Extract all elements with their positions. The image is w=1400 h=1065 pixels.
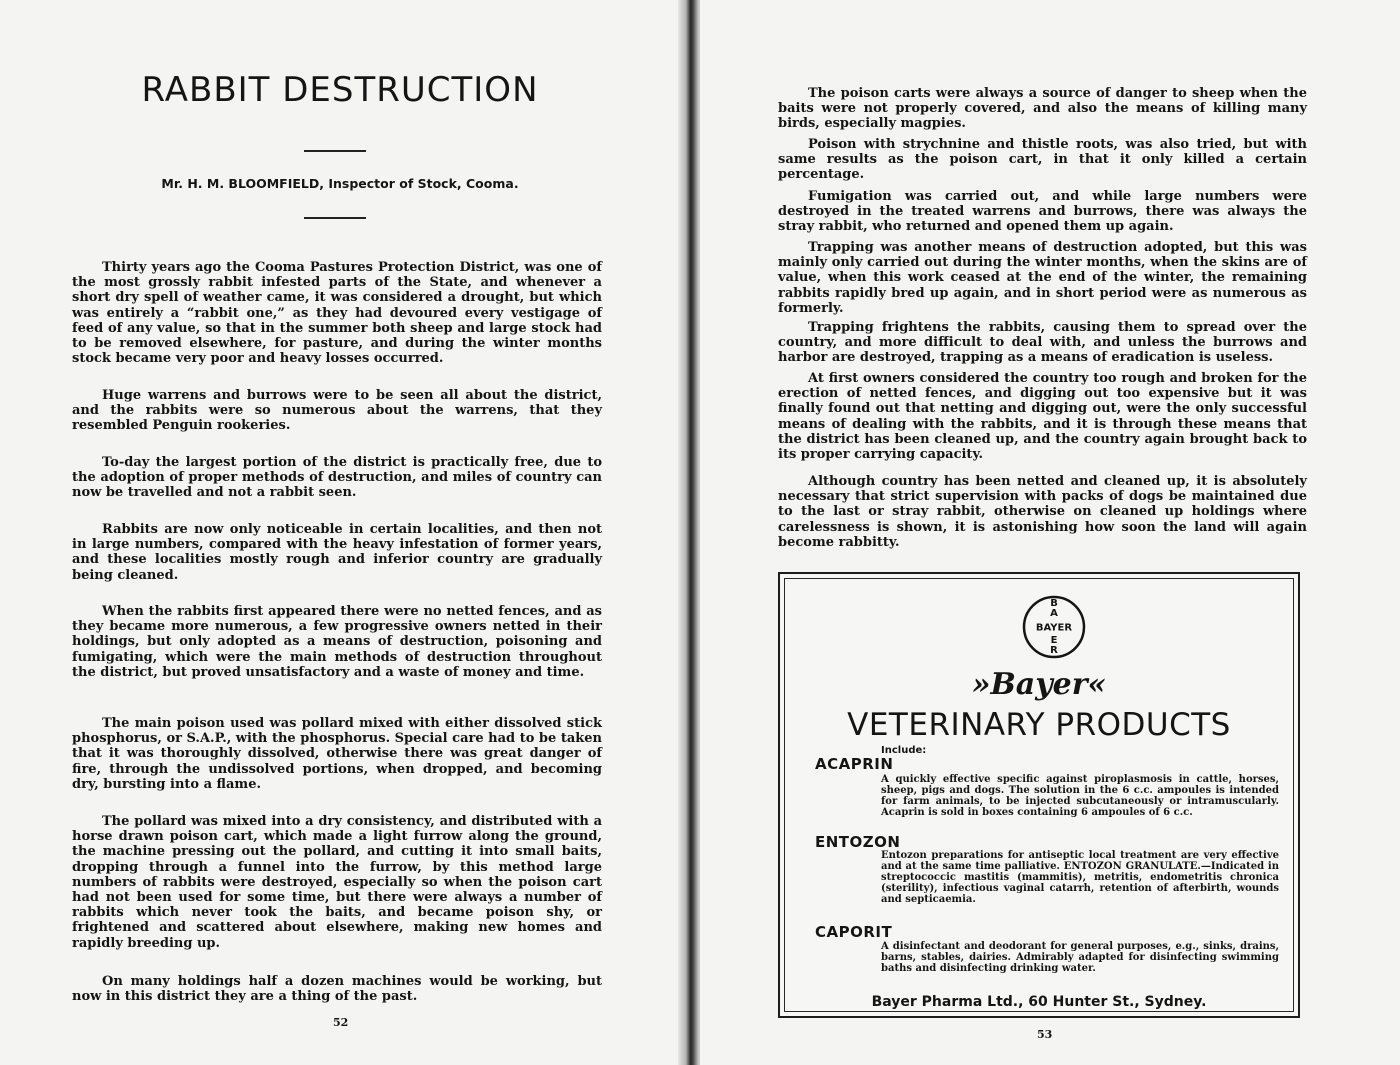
bayer-advertisement — [778, 572, 1300, 1018]
author-divider — [304, 217, 366, 219]
bayer-cross-logo-icon — [1022, 595, 1086, 659]
paragraph: The pollard was mixed into a dry consistency, and distributed with a horse drawn poison cart, which made a light furrow along the ground, the machine pressing out the pollard, and cutting it into small baits, dropping through a funnel into the furrow, by this method large numbers of rabbits were destroyed, especially so when the poison cart had not been used for some time, but there were always a number of rabbits which never took the baits, and became poison shy, or frightened and scattered about elsewhere, making new homes and rapidly breeding up. — [72, 814, 602, 951]
paragraph: The main poison used was pollard mixed with either dissolved stick phosphorus, or S.A.P., with the phosphorus. Special care had to be taken that it was thoroughly dissolved, otherwise there was great danger of fire, through the undissolved portions, when dropped, and becoming dry, bursting into a flame. — [72, 716, 602, 792]
product-desc-caporit: A disinfectant and deodorant for general purposes, e.g., sinks, drains, barns, stables, dairies. Admirably adapted for disinfecting swimming baths and disinfecting drinking water. — [881, 941, 1279, 974]
bayer-wordmark: »Bayer« — [971, 667, 1107, 702]
paragraph: Thirty years ago the Cooma Pastures Protection District, was one of the most grossly rabbit infested parts of the State, and whenever a short dry spell of weather came, it was considered a drought, but which was entirely a “rabbit one,” as they had devoured every vestigage of feed of any value, so that in the summer both sheep and large stock had to be removed elsewhere, for pasture, and during the winter months stock became very poor and heavy losses occurred. — [72, 260, 602, 367]
title-divider — [304, 150, 366, 152]
paragraph: Fumigation was carried out, and while large numbers were destroyed in the treated warrens and burrows, there was always the stray rabbit, who returned and opened them up again. — [778, 189, 1307, 235]
include-label: Include: — [881, 745, 927, 756]
svg-text:BAYER: BAYER — [1035, 622, 1073, 634]
paragraph: To-day the largest portion of the district is practically free, due to the adoption of proper methods of destruction, and miles of country can now be travelled and not a rabbit seen. — [72, 455, 602, 501]
page-number: 53 — [1037, 1028, 1053, 1041]
product-name-caporit: CAPORIT — [815, 923, 893, 941]
paragraph: Huge warrens and burrows were to be seen all about the district, and the rabbits were so numerous about the warrens, that they resembled Penguin rookeries. — [72, 388, 602, 434]
paragraph: At first owners considered the country too rough and broken for the erection of netted fences, and digging out too expensive but it was finally found out that netting and digging out, were the only successful means of dealing with the rabbits, and it is through these means that the district has been cleaned up, and the country again brought back to its proper carrying capacity. — [778, 371, 1307, 463]
paragraph: On many holdings half a dozen machines would be working, but now in this district they are a thing of the past. — [72, 974, 602, 1005]
paragraph: When the rabbits first appeared there were no netted fences, and as they became more numerous, a few progressive owners netted in their holdings, but only adopted as a means of destruction, poisoning and fumigating, which were the main methods of destruction throughout the district, but proved unsatisfactory and a waste of money and time. — [72, 604, 602, 680]
page-number: 52 — [333, 1016, 349, 1029]
svg-text:A: A — [1050, 608, 1058, 619]
paragraph: Poison with strychnine and thistle roots, was also tried, but with same results as the poison cart, in that it only killed a certain percentage. — [778, 137, 1307, 183]
paragraph: Although country has been netted and cleaned up, it is absolutely necessary that strict supervision with packs of dogs be maintained due to the last or stray rabbit, otherwise on cleaned up holdings where carelessness is shown, it is astonishing how soon the land will again become rabbitty. — [778, 474, 1307, 550]
ad-heading: VETERINARY PRODUCTS — [847, 707, 1231, 743]
ad-inner-border — [784, 578, 1294, 1012]
left-page — [0, 0, 680, 1065]
product-desc-acaprin: A quickly effective specific against piroplasmosis in cattle, horses, sheep, pigs and dogs. The solution in the 6 c.c. ampoules is intended for farm animals, to be injected subcutaneously or intramuscularly. Acaprin is sold in boxes containing 6 ampoules of 6 c.c. — [881, 774, 1279, 818]
paragraph: Trapping frightens the rabbits, causing them to spread over the country, and more difficult to deal with, and unless the burrows and harbor are destroyed, trapping as a means of eradication is useless. — [778, 320, 1307, 366]
ad-footer-address: Bayer Pharma Ltd., 60 Hunter St., Sydney. — [871, 994, 1207, 1010]
product-name-acaprin: ACAPRIN — [815, 755, 894, 773]
paragraph: Rabbits are now only noticeable in certain localities, and then not in large numbers, compared with the heavy infestation of former years, and these localities mostly rough and inferior country are gradually being cleaned. — [72, 522, 602, 583]
paragraph: The poison carts were always a source of danger to sheep when the baits were not properly covered, and also the means of killing many birds, especially magpies. — [778, 86, 1307, 132]
product-name-entozon: ENTOZON — [815, 833, 901, 851]
product-desc-entozon: Entozon preparations for antiseptic local treatment are very effective and at the same time palliative. ENTOZON GRANULATE.—Indicated in streptococcic mastitis (mammitis), metritis, endometritis chronica (sterility), infectious vaginal catarrh, retention of afterbirth, wounds and septicaemia. — [881, 850, 1279, 905]
paragraph: Trapping was another means of destruction adopted, but this was mainly only carried out during the winter months, when the skins are of value, when this work ceased at the end of the winter, the remaining rabbits rapidly bred up again, and in short period were as numerous as formerly. — [778, 240, 1307, 316]
svg-text:R: R — [1050, 645, 1058, 656]
svg-text:E: E — [1050, 635, 1058, 646]
svg-text:B: B — [1050, 598, 1058, 609]
author-line: Mr. H. M. BLOOMFIELD, Inspector of Stock, Cooma. — [161, 176, 519, 191]
article-title: RABBIT DESTRUCTION — [141, 70, 539, 110]
